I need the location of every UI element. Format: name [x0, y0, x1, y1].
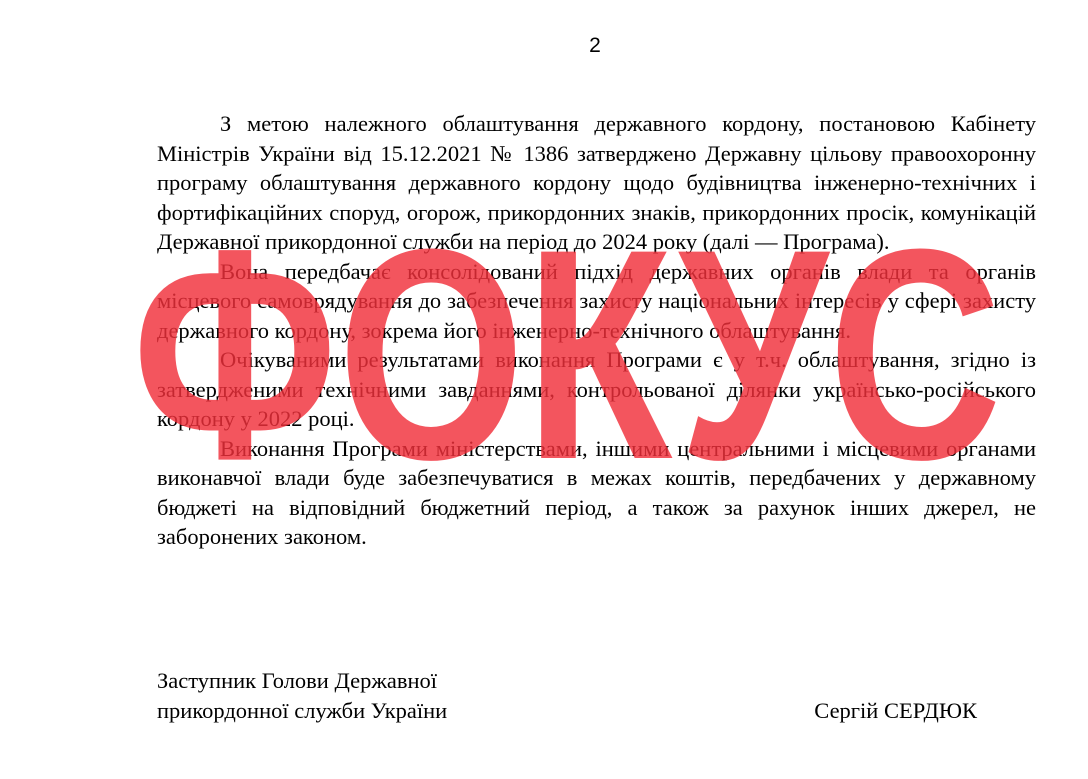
paragraph-consolidated-approach: Вона передбачає консолідований підхід державних органів влади та органів місцевого самоврядування до забезпечення захисту національних інтересів у сфері захисту державного кордону, зокрема його інженерно-технічного облаштування. — [157, 258, 1036, 343]
signature-position-line2: прикордонної служби України — [157, 697, 448, 723]
paragraph-expected-results: Очікуваними результатами виконання Програми є у т.ч. облаштування, згідно із затвердженими технічними завданнями, контрольованої ділянки українсько-російського кордону у 2022 році. — [157, 347, 1036, 431]
signature-block — [157, 666, 977, 725]
paragraph-program-funding: Виконання Програми міністерствами, іншими центральними і місцевими органами виконавчої влади буде забезпечуватися в межах коштів, передбачених у державному бюджеті на відповідний бюджетний період, а також за рахунок інших джерел, не заборонених законом. — [157, 435, 1036, 549]
document-body — [157, 109, 1036, 552]
watermark-text: ФОКУС — [132, 202, 1002, 462]
signature-position-line1: Заступник Голови Державної — [157, 668, 438, 693]
signatory-name: Сергій СЕРДЮК — [814, 697, 977, 723]
paragraph-program-approval: З метою належного облаштування державного кордону, постановою Кабінету Міністрів України від 15.12.2021 № 1386 затверджено Державну цільову правоохоронну програму облаштування державного кордону щодо будівництва інженерно-технічних і фортифікаційних споруд, огорож, прикордонних знаків, прикордонних просік, комунікацій Державної прикордонної служби на період до 2024 року (далі — Програма). — [157, 111, 1036, 254]
page-number: 2 — [589, 34, 601, 57]
